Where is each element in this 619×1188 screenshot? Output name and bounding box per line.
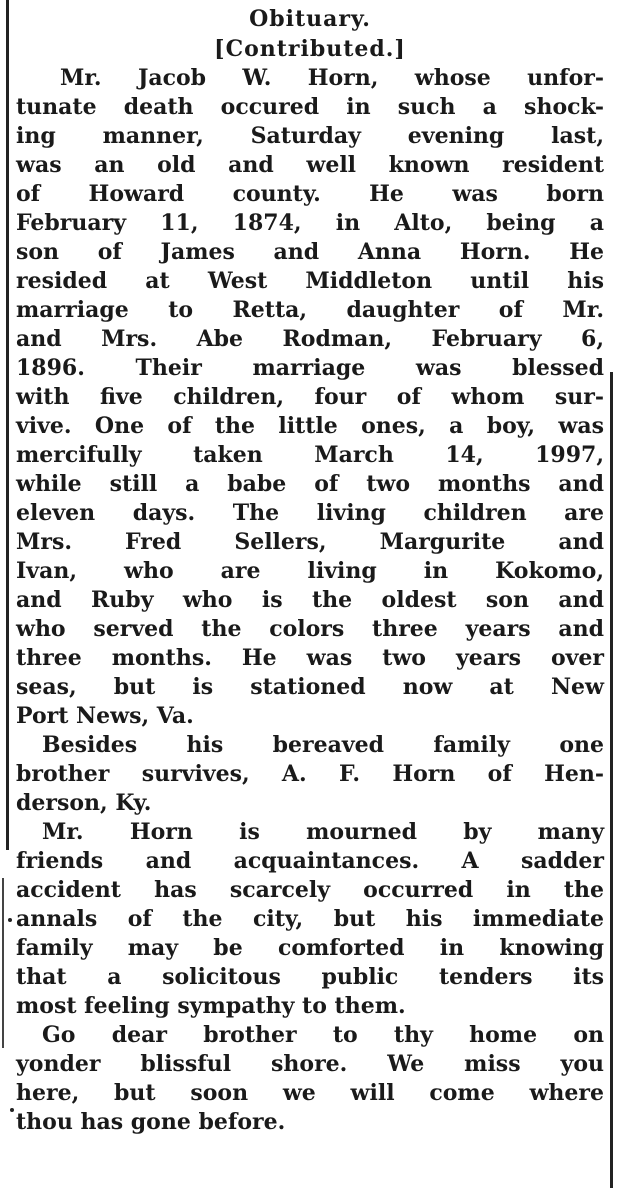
text-line: Ivan, who are living in Kokomo, <box>16 558 604 584</box>
text-line: eleven days. The living children are <box>16 500 604 526</box>
text-line: was an old and well known resident <box>16 152 604 178</box>
text-line: February 11, 1874, in Alto, being a <box>16 210 604 236</box>
obituary-subtitle: [Contributed.] <box>214 36 406 62</box>
text-line: and Mrs. Abe Rodman, February 6, <box>16 326 604 352</box>
text-line: marriage to Retta, daughter of Mr. <box>16 297 604 323</box>
text-line: son of James and Anna Horn. He <box>16 239 604 265</box>
print-speck <box>8 918 12 922</box>
print-speck <box>10 1108 14 1112</box>
text-line: yonder blissful shore. We miss you <box>16 1051 604 1077</box>
text-line: annals of the city, but his immediate <box>16 906 604 932</box>
text-line: mercifully taken March 14, 1997, <box>16 442 604 468</box>
text-line: vive. One of the little ones, a boy, was <box>16 413 604 439</box>
text-line: that a solicitous public tenders its <box>16 964 604 990</box>
text-line: Mr. Jacob W. Horn, whose unfor- <box>60 65 604 91</box>
text-line: most feeling sympathy to them. <box>16 993 406 1019</box>
text-line: friends and acquaintances. A sadder <box>16 848 604 874</box>
text-line: thou has gone before. <box>16 1109 286 1135</box>
text-line: here, but soon we will come where <box>16 1080 604 1106</box>
text-line: family may be comforted in knowing <box>16 935 604 961</box>
text-line: while still a babe of two months and <box>16 471 604 497</box>
column-rule-left <box>6 0 9 850</box>
text-line: ing manner, Saturday evening last, <box>16 123 604 149</box>
text-line: 1896. Their marriage was blessed <box>16 355 604 381</box>
text-line: Mr. Horn is mourned by many <box>42 819 604 845</box>
column-rule-left-lower <box>2 878 4 1048</box>
text-line: and Ruby who is the oldest son and <box>16 587 604 613</box>
text-line: Go dear brother to thy home on <box>42 1022 604 1048</box>
obituary-column <box>16 0 604 1188</box>
text-line: tunate death occured in such a shock- <box>16 94 604 120</box>
text-line: Port News, Va. <box>16 703 194 729</box>
text-line: Mrs. Fred Sellers, Margurite and <box>16 529 604 555</box>
text-line: three months. He was two years over <box>16 645 604 671</box>
text-line: accident has scarcely occurred in the <box>16 877 604 903</box>
text-line: seas, but is stationed now at New <box>16 674 604 700</box>
text-line: Besides his bereaved family one <box>42 732 604 758</box>
column-rule-right <box>610 372 613 1188</box>
text-line: of Howard county. He was born <box>16 181 604 207</box>
obituary-title: Obituary. <box>249 6 371 32</box>
text-line: who served the colors three years and <box>16 616 604 642</box>
text-line: with five children, four of whom sur- <box>16 384 604 410</box>
text-line: derson, Ky. <box>16 790 152 816</box>
text-line: brother survives, A. F. Horn of Hen- <box>16 761 604 787</box>
text-line: resided at West Middleton until his <box>16 268 604 294</box>
